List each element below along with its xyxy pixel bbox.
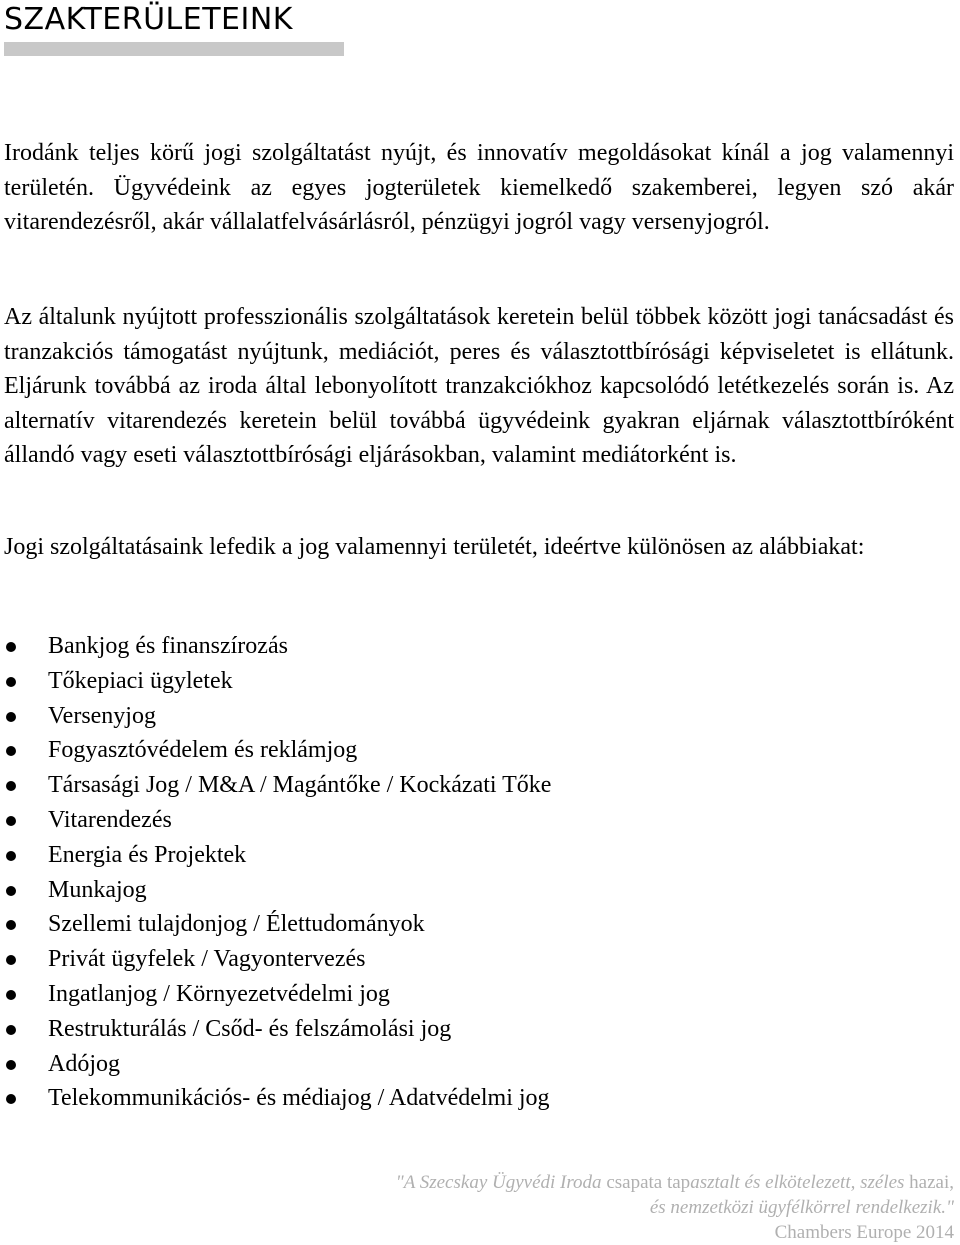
bullet-icon: [6, 642, 16, 652]
list-item-label: Adójog: [48, 1050, 120, 1077]
list-item-label: Munkajog: [48, 876, 147, 903]
bullet-icon: [6, 886, 16, 896]
bullet-icon: [6, 1025, 16, 1035]
bullet-icon: [6, 816, 16, 826]
bullet-icon: [6, 677, 16, 687]
list-item: [0, 907, 551, 942]
list-item: [0, 1047, 551, 1082]
list-item-label: Privát ügyfelek / Vagyontervezés: [48, 946, 366, 973]
list-item: [0, 733, 551, 768]
list-item-label: Fogyasztóvédelem és reklámjog: [48, 737, 358, 764]
list-item: [0, 664, 551, 699]
list-item-label: Versenyjog: [48, 702, 156, 729]
list-item-label: Restrukturálás / Csőd- és felszámolási jog: [48, 1015, 452, 1042]
quote-segment: asztalt és elkötelezett, széles: [690, 1172, 905, 1193]
bullet-icon: [6, 781, 16, 791]
list-item-label: Szellemi tulajdonjog / Élettudományok: [48, 911, 425, 938]
list-item: [0, 977, 551, 1012]
intro-paragraph: Irodánk teljes körű jogi szolgáltatást nyújt, és innovatív megoldásokat kínál a jog valamennyi területén. Ügyvédeink az egyes jogterületek kiemelkedő szakemberei, legyen szó akár vitarendezésről, akár vállalatfelvásárlásról, pénzügyi jogról vagy versenyjogról.: [4, 140, 954, 235]
list-item: [0, 768, 551, 803]
bullet-icon: [6, 1094, 16, 1104]
list-item: [0, 838, 551, 873]
list-item: [0, 1012, 551, 1047]
list-item-label: Telekommunikációs- és médiajog / Adatvédelmi jog: [48, 1085, 550, 1112]
page-title: SZAKTERÜLETEINK: [4, 2, 293, 37]
bullet-icon: [6, 712, 16, 722]
list-item: [0, 803, 551, 838]
list-item-label: Társasági Jog / M&A / Magántőke / Kockázati Tőke: [48, 772, 552, 799]
list-item-label: Energia és Projektek: [48, 841, 247, 868]
bullet-icon: [6, 1060, 16, 1070]
bullet-icon: [6, 746, 16, 756]
list-item-label: Bankjog és finanszírozás: [48, 633, 288, 659]
bullet-icon: [6, 955, 16, 965]
services-paragraph: Az általunk nyújtott professzionális szolgáltatások keretein belül többek között jogi tanácsadást és tranzakciós támogatást nyújtunk, mediációt, peres és választottbírósági képviseletet is ellátunk. Eljárunk továbbá az iroda által lebonyolított tranzakciókhoz kapcsolódó letétkezelés során is. Az alternatív vitarendezés keretein belül továbbá ügyvédeink gyakran eljárnak választottbíróként állandó vagy eseti választottbírósági eljárásokban, valamint mediátorként is.: [4, 304, 954, 468]
list-item-label: Ingatlanjog / Környezetvédelmi jog: [48, 980, 390, 1007]
list-item: [0, 1081, 551, 1116]
coverage-paragraph: Jogi szolgáltatásaink lefedik a jog valamennyi területét, ideértve különösen az alábbiakat:: [4, 534, 865, 560]
list-item: [0, 629, 551, 664]
testimonial-quote: [396, 1170, 954, 1245]
list-item: [0, 942, 551, 977]
bullet-icon: [6, 990, 16, 1000]
quote-firm-name: "A Szecskay Ügyvédi Iroda: [395, 1172, 602, 1193]
bullet-icon: [6, 851, 16, 861]
quote-segment: csapata tap: [601, 1172, 691, 1193]
bullet-icon: [6, 920, 16, 930]
practice-areas-list: [0, 629, 551, 1116]
list-item-label: Vitarendezés: [48, 806, 172, 833]
quote-attribution: Chambers Europe 2014: [774, 1222, 954, 1243]
list-item-label: Tőkepiaci ügyletek: [48, 667, 233, 694]
quote-segment: és nemzetközi ügyfélkörrel rendelkezik.": [649, 1197, 954, 1218]
list-item: [0, 873, 551, 908]
list-item: [0, 699, 551, 734]
quote-segment: hazai,: [904, 1172, 954, 1193]
title-underline-bar: [4, 42, 344, 56]
